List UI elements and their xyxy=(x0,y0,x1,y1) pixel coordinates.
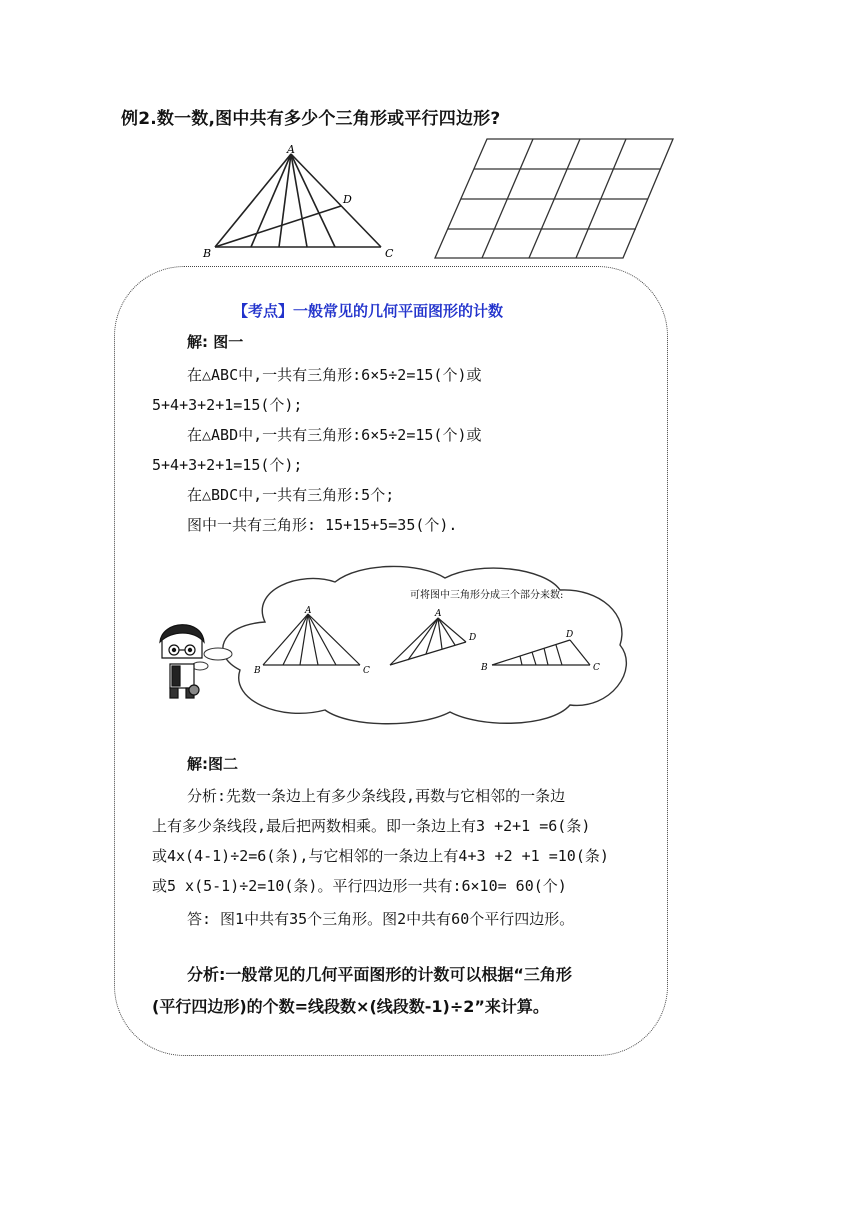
question-title: 例2.数一数,图中共有多少个三角形或平行四边形? xyxy=(121,109,501,129)
label-a: A xyxy=(287,143,295,156)
triangle-figure xyxy=(195,140,415,265)
svg-text:D: D xyxy=(566,630,574,640)
label-d: D xyxy=(343,193,352,206)
answer-line: 答: 图1中共有35个三角形。图2中共有60个平行四边形。 xyxy=(187,910,575,928)
solution-line: 5+4+3+2+1=15(个); xyxy=(152,396,303,414)
summary-line: (平行四边形)的个数=线段数×(线段数-1)÷2”来计算。 xyxy=(152,997,549,1016)
svg-text:C: C xyxy=(593,663,600,673)
analysis-line: 上有多少条线段,最后把两数相乘。即一条边上有3 +2+1 =6(条) xyxy=(152,817,591,835)
label-b: B xyxy=(203,247,212,260)
svg-text:A: A xyxy=(305,606,312,616)
cloud-text: 可将图中三角形分成三个部分来数: xyxy=(410,590,564,601)
svg-text:B: B xyxy=(481,663,488,673)
analysis-line: 分析:先数一条边上有多少条线段,再数与它相邻的一条边 xyxy=(187,787,566,805)
analysis-line: 或4x(4-1)÷2=6(条),与它相邻的一条边上有4+3 +2 +1 =10(条) xyxy=(152,847,609,865)
parallelogram-grid-figure xyxy=(425,132,680,264)
solution-line: 在△ABD中,一共有三角形:6×5÷2=15(个)或 xyxy=(187,426,482,444)
solution-line: 5+4+3+2+1=15(个); xyxy=(152,456,303,474)
svg-text:A: A xyxy=(435,609,442,619)
cloud-illustration xyxy=(150,560,640,730)
solution-heading-1: 解: 图一 xyxy=(187,333,244,351)
solution-line: 在△BDC中,一共有三角形:5个; xyxy=(187,486,395,504)
label-c: C xyxy=(385,247,394,260)
kaodian-heading: 【考点】一般常见的几何平面图形的计数 xyxy=(233,302,504,320)
svg-text:B: B xyxy=(254,666,261,676)
svg-text:D: D xyxy=(469,633,477,643)
solution-heading-2: 解:图二 xyxy=(187,755,238,773)
solution-line: 图中一共有三角形: 15+15+5=35(个). xyxy=(187,516,458,534)
solution-line: 在△ABC中,一共有三角形:6×5÷2=15(个)或 xyxy=(187,366,482,384)
summary-line: 分析:一般常见的几何平面图形的计数可以根据“三角形 xyxy=(187,965,572,984)
svg-text:C: C xyxy=(363,666,370,676)
analysis-line: 或5 x(5-1)÷2=10(条)。平行四边形一共有:6×10= 60(个) xyxy=(152,877,567,895)
